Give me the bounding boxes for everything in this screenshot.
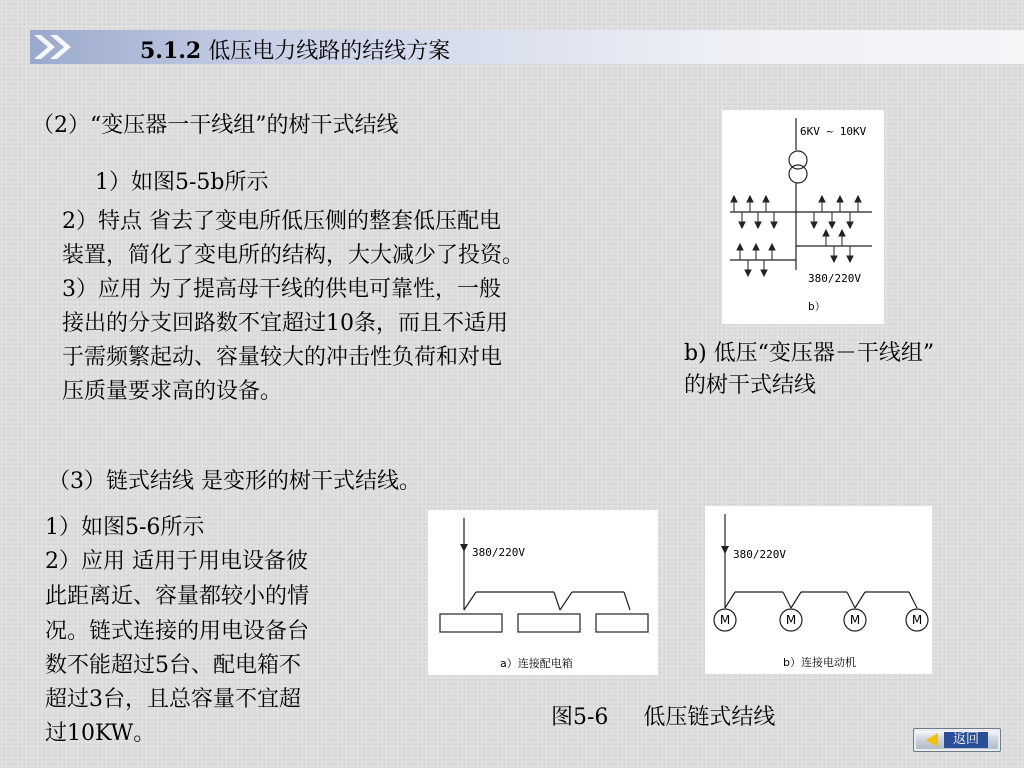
figure-5-5b (722, 110, 884, 324)
motor-symbol: M (911, 613, 923, 627)
figure-5-5b-caption-line2: 的树干式结线 (684, 373, 817, 398)
section-number: 5.1.2 (140, 38, 202, 64)
figure-5-6a (428, 510, 658, 675)
diagram-b-voltage: 380/220V (733, 548, 786, 561)
back-button-label: 返回 (944, 732, 988, 748)
figure-5-5b-caption-line1: b) 低压“变压器－干线组” (684, 341, 935, 366)
motor-symbol: M (849, 613, 861, 627)
part2-item3-line4: 压质量要求高的设备。 (62, 379, 283, 404)
part3-item2-line6: 过10KW。 (45, 721, 156, 746)
figure-5-6-caption: 图5-6 低压链式结线 (551, 705, 776, 730)
part3-item2-line3: 况。链式连接的用电设备台 (45, 619, 310, 644)
diagram-a-voltage: 380/220V (472, 546, 525, 559)
part2-item3-line2: 接出的分支回路数不宜超过10条，而且不适用 (62, 311, 508, 336)
part3-heading: （3）链式结线 是变形的树干式结线。 (48, 469, 421, 494)
part3-item2-line1: 2）应用 适用于用电设备彼 (45, 549, 308, 574)
part2-item3-line3: 于需频繁起动、容量较大的冲击性负荷和对电 (62, 345, 503, 370)
sublabel-b: b） (808, 300, 826, 313)
section-title: 低压电力线路的结线方案 (208, 39, 451, 64)
figure-5-6b (705, 506, 932, 674)
part2-item3-line1: 3）应用 为了提高母干线的供电可靠性，一般 (62, 277, 501, 302)
part2-heading: （2）“变压器一干线组”的树干式结线 (32, 113, 399, 138)
chain-panel-diagram (428, 510, 658, 675)
left-arrow-icon (926, 733, 938, 747)
part3-item1: 1）如图5-6所示 (45, 515, 205, 540)
chain-motor-diagram (705, 506, 932, 674)
part3-item2-line4: 数不能超过5台、配电箱不 (45, 653, 301, 678)
part2-item2-line1: 2）特点 省去了变电所低压侧的整套低压配电 (62, 209, 501, 234)
double-chevron-icon (30, 30, 90, 64)
hv-label: 6KV ~ 10KV (800, 125, 867, 138)
lv-label: 380/220V (808, 272, 861, 285)
back-button[interactable] (913, 728, 1001, 752)
diagram-a-label: a）连接配电箱 (500, 657, 573, 670)
part2-item1: 1）如图5-5b所示 (95, 170, 269, 195)
part2-item2-line2: 装置，简化了变电所的结构，大大减少了投资。 (62, 243, 525, 268)
motor-symbol: M (785, 613, 797, 627)
diagram-b-label: b）连接电动机 (783, 656, 856, 669)
slide-title (140, 34, 450, 65)
motor-symbol: M (719, 613, 731, 627)
part3-item2-line2: 此距离近、容量都较小的情 (45, 584, 310, 609)
part3-item2-line5: 超过3台，且总容量不宜超 (45, 687, 301, 712)
tree-trunk-diagram (722, 110, 884, 324)
